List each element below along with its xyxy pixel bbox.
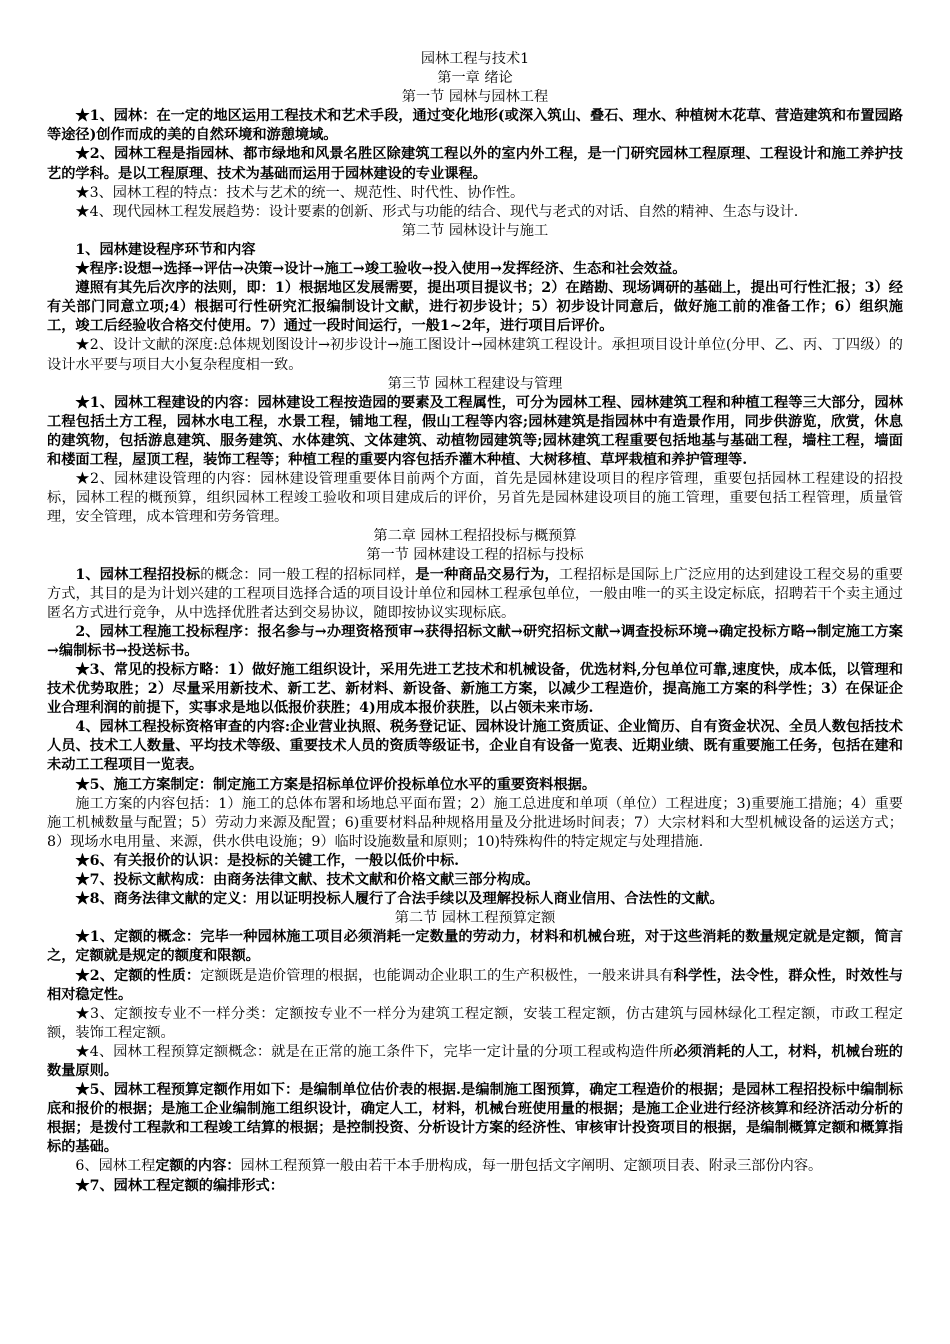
- paragraph-2: ★2、园林工程是指园林、都市绿地和风景名胜区除建筑工程以外的室内外工程，是一门研究园林工程原理、工程设计和施工养护技艺的学科。是以工程原理、技术为基础而运用于园林建设的专业课程。: [47, 146, 903, 182]
- section-4-heading: 第一节 园林建设工程的招标与投标: [366, 547, 584, 564]
- paragraph-7: 遵照有其先后次序的法则，即：1）根据地区发展需要，提出项目提议书；2）在踏勘、现场调研的基础上，提出可行性汇报；3）经有关部门同意立项;4）根据可行性研究汇报编制设计文献，进行初步设计；5）初步设计同意后，做好施工前的准备工作；6）组织施工，竣工后经验收合格交付使用。7）通过一段时间运行，一般1~2年，进行项目后评价。: [47, 280, 903, 335]
- section-2-heading: 第二节 园林设计与施工: [401, 222, 549, 239]
- section-5-heading: 第二节 园林工程预算定额: [394, 910, 556, 927]
- paragraph-23-emphasis: 必须消耗的人工，材料，机械台班的数量原则。: [47, 1043, 903, 1079]
- paragraph-12: 2、园林工程施工投标程序：报名参与→办理资格预审→获得招标文献→研究招标文献→调查投标环境→确定投标方略→制定施工方案→编制标书→投送标书。: [47, 623, 903, 659]
- paragraph-16: 施工方案的内容包括：1）施工的总体布署和场地总平面布置；2）施工总进度和单项（单位）工程进度；3)重要施工措施；4）重要施工机械数量与配置；5）劳动力来源及配置；6)重要材料品种规格用量及分批进场时间表；7）大宗材料和大型机械设备的运送方式；8）现场水电用量、来源，供水供电设施；9）临时设施数量和原则；10)特殊构件的特定规定与处理措施.: [47, 795, 903, 850]
- paragraph-18: ★7、投标文献构成：由商务法律文献、技术文献和价格文献三部分构成。: [75, 872, 540, 889]
- paragraph-13: ★3、常见的投标方略：1）做好施工组织设计，采用先进工艺技术和机械设备，优选材料,分包单位可靠,速度快，成本低，以管理和技术优势取胜；2）尽量采用新技术、新工艺、新材料、新设备、新施工方案，以减少工程造价，提高施工方案的科学性；3）在保证企业合理利润的前提下，实事求是地以低报价获胜；4)用成本报价获胜，以占领未来市场.: [47, 662, 903, 717]
- section-3-heading: 第三节 园林工程建设与管理: [387, 375, 563, 392]
- paragraph-15: ★5、施工方案制定：制定施工方案是招标单位评价投标单位水平的重要资料根据。: [75, 776, 597, 793]
- section-1-heading: 第一节 园林与园林工程: [401, 89, 549, 106]
- paragraph-21-term: ★2、定额的性质：: [75, 967, 201, 984]
- paragraph-23-text: ★4、园林工程预算定额概念：就是在正常的施工条件下，完毕一定计量的分项工程或构造件所: [75, 1043, 674, 1060]
- paragraph-1: ★1、园林：在一定的地区运用工程技术和艺术手段，通过变化地形(或深入筑山、叠石、理水、种植树木花草、营造建筑和布置园路等途径)创作而成的美的自然环境和游憩境域。: [47, 108, 903, 144]
- paragraph-21: [47, 967, 903, 1005]
- paragraph-14: 4、园林工程投标资格审查的内容:企业营业执照、税务登记证、园林设计施工资质证、企业简历、自有资金状况、全员人数包括技术人员、技术工人数量、平均技术等级、重要技术人员的资质等级证书，企业自有设备一览表、近期业绩、既有重要施工任务，包括在建和未动工工程项目一览表。: [47, 719, 903, 774]
- paragraph-11-term: 1、园林工程招投标: [75, 566, 201, 583]
- document-title: 园林工程与技术1: [420, 51, 530, 67]
- paragraph-17: ★6、有关报价的认识：是投标的关键工作，一般以低价中标.: [75, 852, 460, 869]
- paragraph-11-emphasis: 是一种商品交易行为，: [415, 566, 559, 583]
- paragraph-11-text-a: 的概念：同一般工程的招标同样，: [200, 566, 416, 583]
- paragraph-4: ★4、现代园林工程发展趋势：设计要素的创新、形式与功能的结合、现代与老式的对话、自然的精神、生态与设计.: [75, 203, 799, 220]
- paragraph-21-emphasis: 科学性，法令性，群众性，时效性与相对稳定性。: [47, 967, 903, 1003]
- paragraph-25-text: 园林工程预算一般由若干本手册构成，每一册包括文字阐明、定额项目表、附录三部份内容。: [240, 1158, 823, 1175]
- chapter-2-heading: 第二章 园林工程招投标与概预算: [373, 528, 577, 545]
- paragraph-24: ★5、园林工程预算定额作用如下：是编制单位估价表的根据.是编制施工图预算，确定工程造价的根据；是园林工程招投标中编制标底和报价的根据；是施工企业编制施工组织设计，确定人工，材料，机械台班使用量的根据；是施工企业进行经济核算和经济活动分析的根据；是拨付工程款和工程竣工结算的根据；是控制投资、分析设计方案的经济性、审核审计投资项目的根据，是编制概算定额和概算指标的基础。: [47, 1082, 903, 1156]
- paragraph-10: ★2、园林建设管理的内容：园林建设管理重要体目前两个方面，首先是园林建设项目的程序管理，重要包括园林工程建设的招投标，园林工程的概预算，组织园林工程竣工验收和项目建成后的评价，另首先是园林建设项目的施工管理，重要包括工程管理，质量管理，安全管理，成本管理和劳务管理。: [47, 471, 903, 526]
- paragraph-8: ★2、设计文献的深度:总体规划图设计→初步设计→施工图设计→园林建筑工程设计。承担项目设计单位(分甲、乙、丙、丁四级）的设计水平要与项目大小复杂程度相一致。: [47, 337, 903, 373]
- paragraph-25-term: 定额的内容：: [155, 1158, 241, 1175]
- paragraph-3: ★3、园林工程的特点：技术与艺术的统一、规范性、时代性、协作性。: [75, 184, 525, 201]
- paragraph-6: ★程序:设想→选择→评估→决策→设计→施工→竣工验收→投入使用→发挥经济、生态和社会效益。: [75, 261, 687, 278]
- paragraph-5: 1、园林建设程序环节和内容: [75, 241, 256, 258]
- paragraph-11-text-b: 工程招标是国际上广泛应用的达到建设工程交易的重要方式，其目的是为计划兴建的工程项目选择合适的项目设计单位和园林工程承包单位，一般由唯一的买主设定标底，招聘若干个卖主通过匿名方式进行竞争，从中选择优胜者达到交易协议，随即按协议实现标底。: [47, 566, 903, 621]
- paragraph-25: [47, 1157, 903, 1176]
- paragraph-22: ★3、定额按专业不一样分类：定额按专业不一样分为建筑工程定额，安装工程定额，仿古建筑与园林绿化工程定额，市政工程定额，装饰工程定额。: [47, 1005, 903, 1041]
- paragraph-9: ★1、园林工程建设的内容：园林建设工程按造园的要素及工程属性，可分为园林工程、园林建筑工程和种植工程等三大部分，园林工程包括土方工程，园林水电工程，水景工程，铺地工程，假山工程等内容;园林建筑是指园林中有造景作用，同步供游览，欣赏，休息的建筑物，包括游息建筑、服务建筑、水体建筑、文体建筑、动植物园建筑等;园林建筑工程重要包括地基与基础工程，墙柱工程，墙面和楼面工程，屋顶工程，装饰工程等；种植工程的重要内容包括乔灌木种植、大树移植、草坪栽植和养护管理等.: [47, 394, 903, 468]
- paragraph-21-text: 定额既是造价管理的根据，也能调动企业职工的生产积极性，一般来讲具有: [200, 967, 674, 984]
- paragraph-25-lead: 6、园林工程: [75, 1158, 156, 1175]
- paragraph-19: ★8、商务法律文献的定义：用以证明投标人履行了合法手续以及理解投标人商业信用、合法性的文献。: [75, 891, 724, 908]
- paragraph-11: [47, 566, 903, 623]
- paragraph-26: ★7、园林工程定额的编排形式：: [75, 1177, 284, 1194]
- paragraph-20: ★1、定额的概念：完毕一种园林施工项目必须消耗一定数量的劳动力，材料和机械台班，对于这些消耗的数量规定就是定额，简言之，定额就是规定的额度和限额。: [47, 929, 903, 965]
- paragraph-23: [47, 1043, 903, 1081]
- chapter-1-heading: 第一章 绪论: [437, 70, 513, 87]
